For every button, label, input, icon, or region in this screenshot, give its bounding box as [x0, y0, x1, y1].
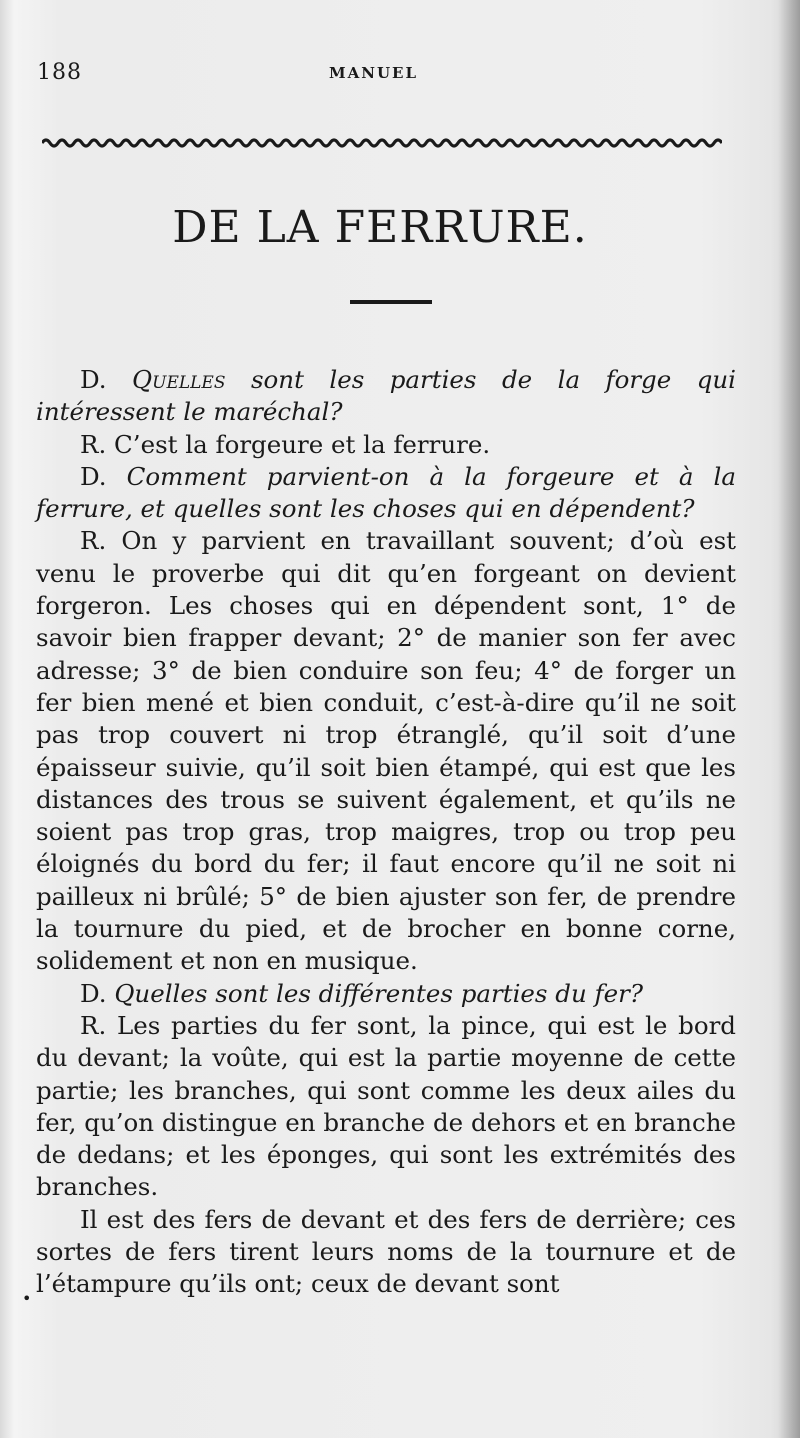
- question-label: D.: [80, 978, 107, 1008]
- question-first-word: Quelles: [132, 365, 226, 394]
- question-paragraph: [36, 978, 736, 1010]
- question-text: sont les parties de la forge qui intéressent le maréchal?: [36, 365, 736, 427]
- question-paragraph: [36, 364, 736, 429]
- running-title: MANUEL: [329, 64, 419, 82]
- page-number: 188: [37, 60, 82, 85]
- answer-paragraph: [36, 525, 736, 977]
- page-edge-shadow: [778, 0, 800, 1438]
- closing-paragraph: Il est des fers de devant et des fers de derrière; ces sortes de fers tirent leurs noms de la tournure et de l’étampure qu’ils ont; ceux de devant sont: [36, 1204, 736, 1299]
- answer-label: R.: [80, 526, 107, 556]
- answer-text: C’est la forgeure et la ferrure.: [106, 429, 491, 459]
- body-text: [36, 364, 736, 1301]
- answer-paragraph: [36, 1010, 736, 1204]
- question-label: D.: [80, 461, 107, 491]
- title-rule: [350, 300, 432, 304]
- question-paragraph: [36, 461, 736, 526]
- answer-label: R.: [80, 429, 107, 459]
- chapter-title: DE LA FERRURE.: [172, 202, 588, 253]
- question-label: D.: [80, 365, 107, 394]
- answer-text: On y parvient en travaillant souvent; d’où est venu le proverbe qui dit qu’en forgeant on devient forgeron. Les choses qui en dépendent sont, 1° de savoir bien frapper devant; 2° de manier son fer avec adresse; 3° de bien conduire son feu; 4° de forger un fer bien mené et bien conduit, c’est-à-dire qu’il ne soit pas trop couvert ni trop étranglé, qu’il soit d’une épaisseur suivie, qu’il soit bien étampé, qui est que les distances des trous se suivent également, et qu’ils ne soient pas trop gras, trop maigres, trop ou trop peu éloignés du bord du fer; il faut encore qu’il ne soit ni pailleux ni brûlé; 5° de bien ajuster son fer, de prendre la tournure du pied, et de brocher en bonne corne, solidement et non en musique.: [36, 526, 736, 976]
- question-text: Comment parvient-on à la forgeure et à la ferrure, et quelles sont les choses qui en dépendent?: [36, 461, 736, 524]
- margin-mark: •: [22, 1289, 32, 1308]
- question-text: Quelles sont les différentes parties du fer?: [106, 978, 643, 1008]
- ornamental-rule: [42, 134, 722, 152]
- answer-label: R.: [80, 1010, 107, 1040]
- answer-paragraph: [36, 429, 736, 461]
- page-header: [37, 60, 730, 90]
- answer-text: Les parties du fer sont, la pince, qui est le bord du devant; la voûte, qui est la partie moyenne de cette partie; les branches, qui sont comme les deux ailes du fer, qu’on distingue en branche de dehors et en branche de dedans; et les éponges, qui sont les extrémités des branches.: [36, 1010, 736, 1202]
